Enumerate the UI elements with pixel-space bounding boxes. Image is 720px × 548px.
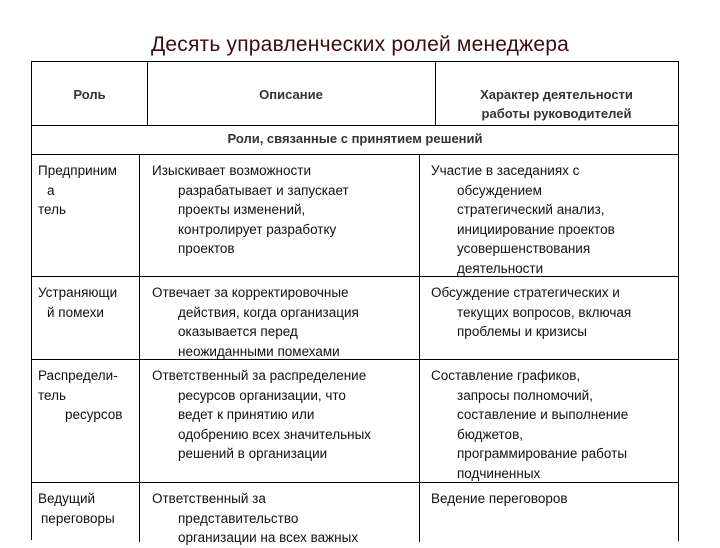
table-row-3-description [152, 366, 418, 464]
header-activity-line: работы руководителей [481, 106, 632, 121]
activity-line: обсуждением [457, 182, 542, 198]
table-row-1-role [38, 161, 138, 220]
activity-line: деятельности [457, 260, 544, 276]
role-line: ресурсов [65, 407, 123, 422]
table-row-4-activity [431, 489, 677, 509]
activity-line: стратегический анализ, [457, 202, 605, 217]
header-activity [435, 85, 678, 123]
slide-title: Десять управленческих ролей менеджера [150, 33, 570, 56]
activity-line: инициирование проектов [457, 221, 615, 237]
role-line: Ведущий [38, 491, 96, 506]
header-divider [32, 125, 678, 126]
activity-line: программирование работы [457, 446, 628, 461]
table-row-1-description [152, 161, 418, 259]
role-line: Устраняющи [38, 285, 118, 300]
table-row-2-activity [431, 283, 677, 342]
section-title: Роли, связанные с принятием решений [227, 131, 483, 146]
description-line: ресурсов организации, что [178, 387, 346, 403]
table-row-1-activity [431, 161, 677, 278]
description-line: проектов [178, 241, 235, 256]
description-line: представительство [178, 510, 299, 526]
description-line: разрабатывает и запускает [178, 182, 349, 198]
activity-line: Обсуждение стратегических и [431, 285, 620, 300]
activity-line: Участие в заседаниях с [431, 163, 580, 178]
description-line: Изыскивает возможности [152, 163, 311, 178]
table-row-3-role [38, 366, 138, 425]
table-row-3-activity [431, 366, 677, 483]
description-line: действия, когда организация [178, 304, 359, 320]
body-col-sep-1 [139, 154, 140, 542]
activity-line: бюджетов, [457, 426, 523, 442]
description-line: оказывается перед [178, 324, 298, 339]
table-row-4-description [152, 489, 418, 548]
description-line: решений в организации [178, 446, 328, 461]
header-role: Роль [73, 87, 106, 102]
table-row-2-description [152, 283, 418, 361]
activity-line: Составление графиков, [431, 368, 581, 383]
activity-line: Ведение переговоров [431, 491, 568, 506]
role-line: переговоры [41, 510, 115, 526]
header-description: Описание [259, 87, 323, 102]
activity-line: составление и выполнение [457, 407, 629, 422]
role-line: тель [38, 202, 67, 217]
table-row-2-role [38, 283, 138, 322]
body-col-sep-2 [419, 154, 420, 542]
description-line: Отвечает за корректировочные [152, 285, 349, 300]
activity-line: проблемы и кризисы [457, 324, 588, 339]
role-line: Предприним [38, 163, 117, 178]
description-line: организации на всех важных [178, 530, 359, 545]
description-line: Ответственный за распределение [152, 368, 367, 383]
description-line: контролирует разработку [178, 221, 337, 237]
role-line: й помехи [47, 304, 104, 320]
description-line: неожиданными помехами [178, 343, 340, 359]
role-line: а [47, 182, 55, 198]
activity-line: текущих вопросов, включая [457, 304, 632, 320]
activity-line: усовершенствования [457, 241, 591, 256]
description-line: одобрению всех значительных [178, 426, 372, 442]
table-row-4-role [38, 489, 138, 528]
role-line: тель [38, 387, 67, 403]
section-divider [32, 154, 678, 155]
description-line: проекты изменений, [178, 202, 306, 217]
activity-line: запросы полномочий, [457, 387, 593, 403]
table-right-border [678, 61, 679, 541]
role-line: Распредели- [38, 368, 118, 383]
description-line: ведет к принятию или [178, 407, 315, 422]
roles-table [31, 61, 678, 545]
header-activity-line: Характер деятельности [480, 87, 633, 102]
description-line: Ответственный за [152, 491, 266, 506]
activity-line: подчиненных [457, 465, 541, 481]
